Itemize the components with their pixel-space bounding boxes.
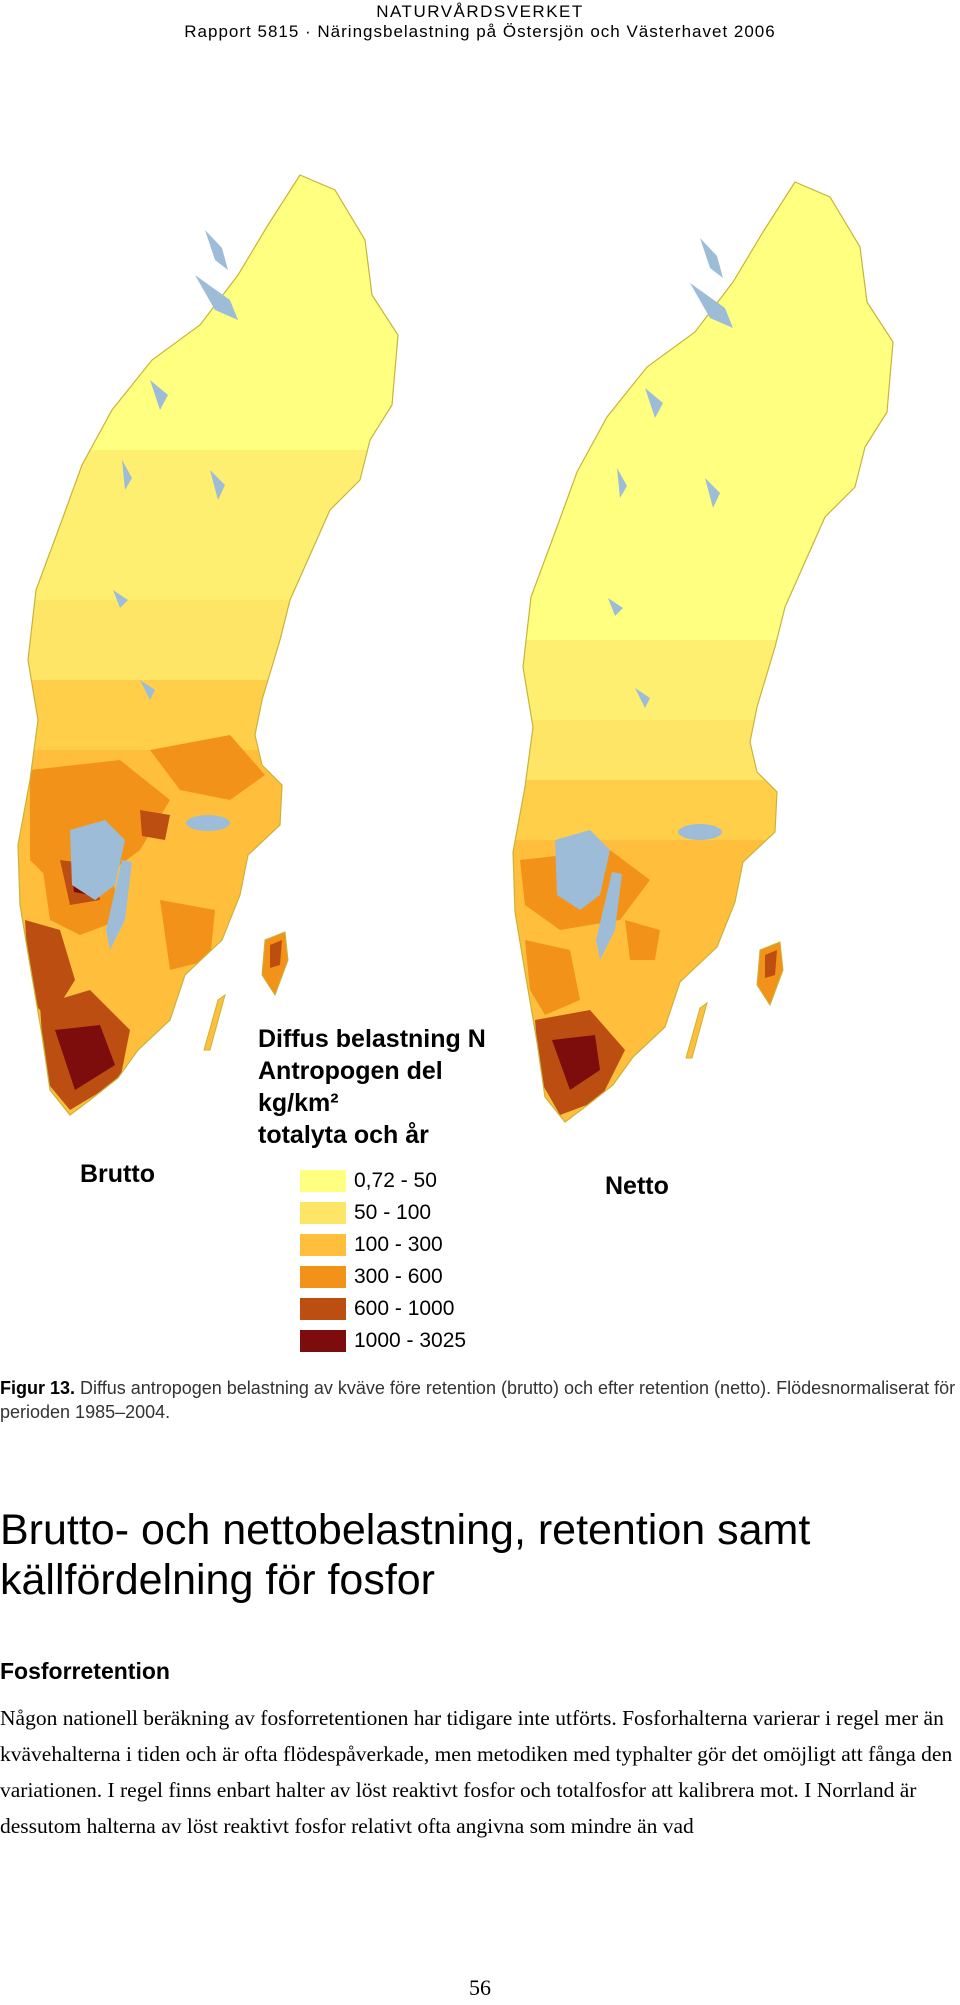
legend-title-line: totalyta och år bbox=[258, 1121, 429, 1149]
legend-swatch bbox=[300, 1266, 346, 1288]
legend-title-line: Antropogen del bbox=[258, 1057, 443, 1085]
legend-title bbox=[258, 1023, 486, 1151]
netto-label: Netto bbox=[605, 1172, 669, 1200]
legend-swatch bbox=[300, 1330, 346, 1352]
legend-swatch bbox=[300, 1170, 346, 1192]
brutto-map bbox=[0, 160, 480, 1160]
legend-label: 50 - 100 bbox=[354, 1201, 432, 1224]
legend-item bbox=[300, 1293, 466, 1325]
legend-label: 100 - 300 bbox=[354, 1233, 443, 1256]
section-title: Brutto- och nettobelastning, retention samt källfördelning för fosfor bbox=[0, 1506, 811, 1604]
legend-label: 600 - 1000 bbox=[354, 1297, 455, 1320]
body-paragraph: Någon nationell beräkning av fosforretentionen har tidigare inte utförts. Fosforhalterna varierar i regel mer än kvävehalterna i tiden och är ofta flödespåverkade, men metodiken med typhalter gör det omöjligt att fånga den variationen. I regel finns enbart halter av löst reaktivt fosfor och totalfosfor att kalibrera mot. I Norrland är dessutom halterna av löst reaktivt fosfor relativt ofta angivna som mindre än vad bbox=[0, 1706, 953, 1838]
report-header: Rapport 5815 · Näringsbelastning på Östersjön och Västerhavet 2006 bbox=[184, 22, 776, 41]
legend-title-line: kg/km² bbox=[258, 1089, 339, 1117]
figure-label: Figur 13. bbox=[0, 1378, 76, 1398]
legend-item bbox=[300, 1229, 466, 1261]
legend-title-line: Diffus belastning N bbox=[258, 1025, 486, 1053]
page-number: 56 bbox=[469, 1975, 491, 2000]
legend-swatch bbox=[300, 1298, 346, 1320]
legend-swatch bbox=[300, 1234, 346, 1256]
sub-heading: Fosforretention bbox=[0, 1658, 170, 1684]
legend-item bbox=[300, 1325, 466, 1357]
legend bbox=[300, 1165, 466, 1357]
legend-item bbox=[300, 1165, 466, 1197]
publisher-header: NATURVÅRDSVERKET bbox=[376, 2, 584, 21]
caption-text: Diffus antropogen belastning av kväve före retention (brutto) och efter retention (netto). Flödesnormaliserat för perioden 1985–2004. bbox=[0, 1378, 956, 1422]
legend-item bbox=[300, 1261, 466, 1293]
legend-item bbox=[300, 1197, 466, 1229]
legend-label: 1000 - 3025 bbox=[354, 1329, 467, 1352]
legend-swatch bbox=[300, 1202, 346, 1224]
figure-caption bbox=[0, 1376, 960, 1424]
brutto-label: Brutto bbox=[80, 1160, 155, 1188]
legend-label: 0,72 - 50 bbox=[354, 1169, 437, 1192]
legend-label: 300 - 600 bbox=[354, 1265, 443, 1288]
